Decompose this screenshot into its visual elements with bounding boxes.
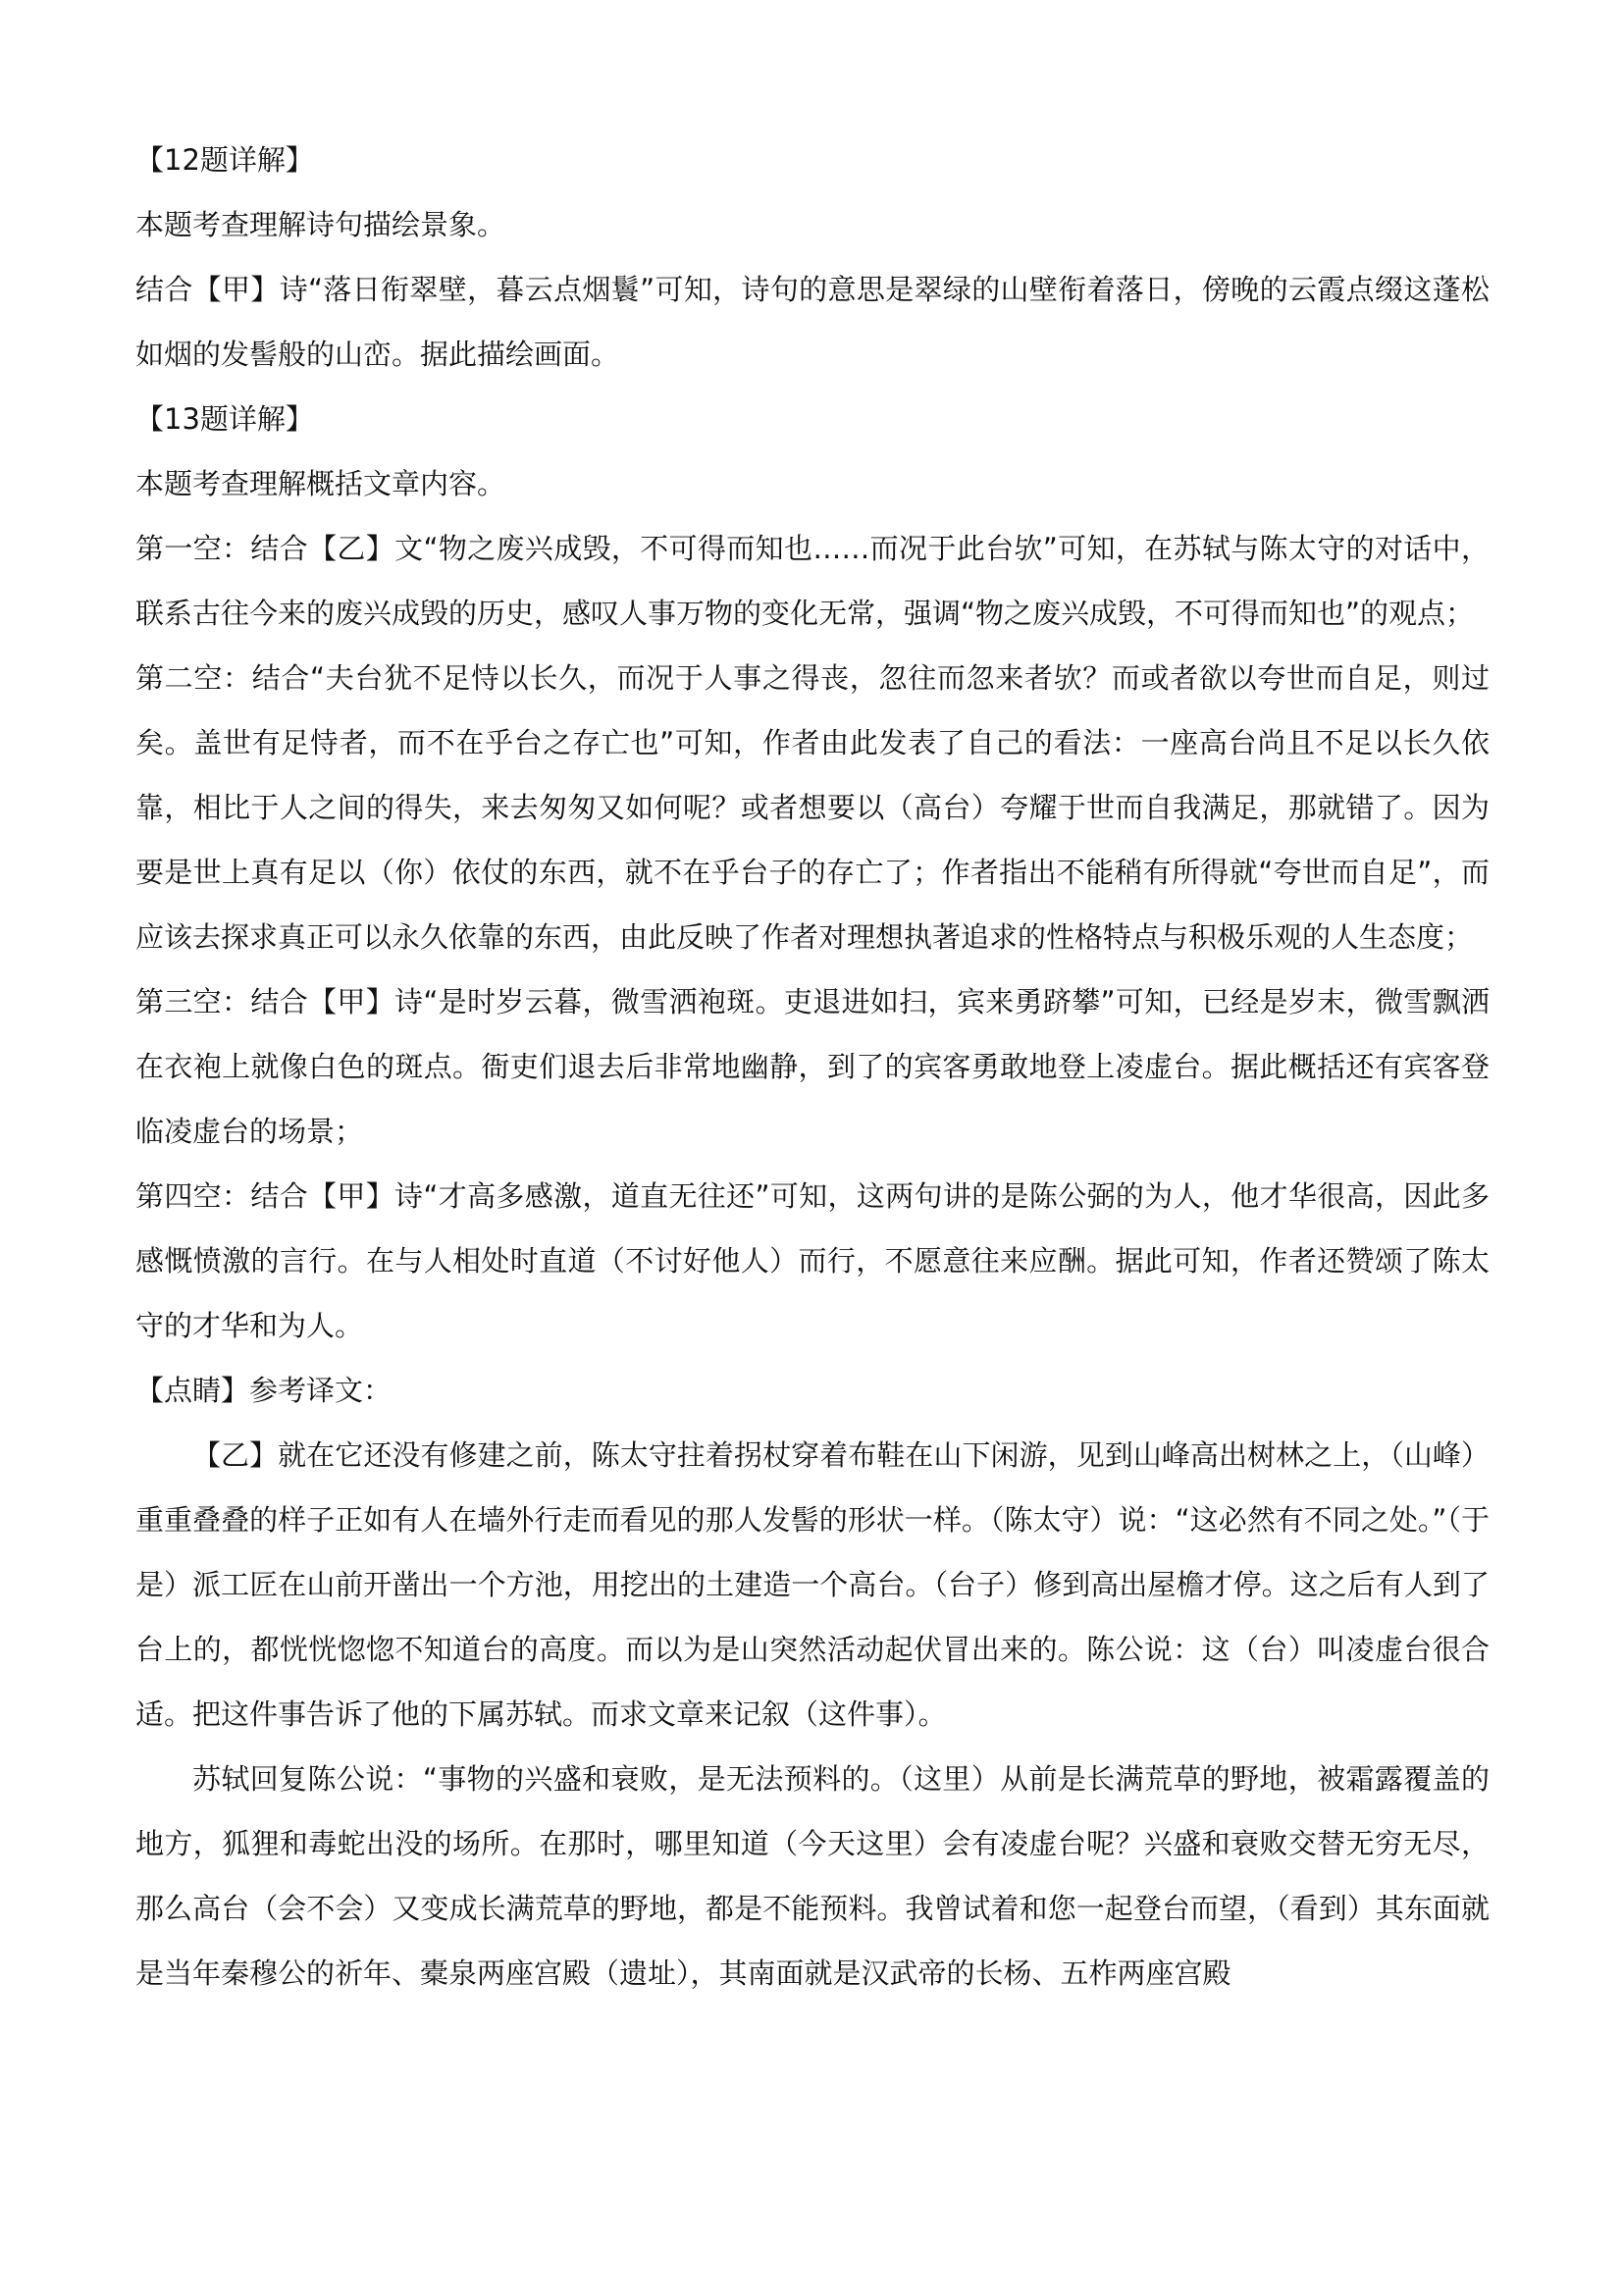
q13-heading: 【13题详解】 [135,402,314,436]
q13-intro: 本题考查理解概括文章内容。 [135,467,506,500]
tip-heading: 【点睛】参考译文： [135,1374,393,1407]
q13-blank-4: 第四空：结合【甲】诗“才高多感激，道直无往还”可知，这两句讲的是陈公弼的为人，他才华很高，因此多感慨愤激的言行。在与人相处时直道（不讨好他人）而行，不愿意往来应酬。据此可知，作者还赞颂了陈太守的才华和为人。 [135,1179,1490,1342]
q13-blank-3: 第三空：结合【甲】诗“是时岁云暮，微雪洒袍斑。吏退进如扫，宾来勇跻攀”可知，已经是岁末，微雪飘洒在衣袍上就像白色的斑点。衙吏们退去后非常地幽静，到了的宾客勇敢地登上凌虚台。据此概括还有宾客登临凌虚台的场景； [135,985,1490,1148]
q12-body: 结合【甲】诗“落日衔翠壁，暮云点烟鬟”可知，诗句的意思是翠绿的山壁衔着落日，傍晚的云霞点缀这蓬松如烟的发髻般的山峦。据此描绘画面。 [135,273,1490,371]
translation-paragraph-1: 【乙】就在它还没有修建之前，陈太守拄着拐杖穿着布鞋在山下闲游，见到山峰高出树林之上，（山峰）重重叠叠的样子正如有人在墙外行走而看见的那人发髻的形状一样。（陈太守）说：“这必然有不同之处。”（于是）派工匠在山前开凿出一个方池，用挖出的土建造一个高台。（台子）修到高出屋檐才停。这之后有人到了台上的，都恍恍惚惚不知道台的高度。而以为是山突然活动起伏冒出来的。陈公说：这（台）叫凌虚台很合适。把这件事告诉了他的下属苏轼。而求文章来记叙（这件事）。 [135,1438,1490,1731]
q13-blank-1: 第一空：结合【乙】文“物之废兴成毁，不可得而知也……而况于此台欤”可知，在苏轼与陈太守的对话中，联系古往今来的废兴成毁的历史，感叹人事万物的变化无常，强调“物之废兴成毁，不可得而知也”的观点； [135,532,1490,630]
q12-heading: 【12题详解】 [135,143,314,177]
translation-paragraph-2: 苏轼回复陈公说：“事物的兴盛和衰败，是无法预料的。（这里）从前是长满荒草的野地，被霜露覆盖的地方，狐狸和毒蛇出没的场所。在那时，哪里知道（今天这里）会有凌虚台呢？兴盛和衰败交替无穷无尽，那么高台（会不会）又变成长满荒草的野地，都是不能预料。我曾试着和您一起登台而望，（看到）其东面就是当年秦穆公的祈年、橐泉两座宫殿（遗址），其南面就是汉武帝的长杨、五柞两座宫殿 [135,1762,1490,1990]
q13-blank-2: 第二空：结合“夫台犹不足恃以长久，而况于人事之得丧，忽往而忽来者欤？而或者欲以夸世而自足，则过矣。盖世有足恃者，而不在乎台之存亡也”可知，作者由此发表了自己的看法：一座高台尚且不足以长久依靠，相比于人之间的得失，来去匆匆又如何呢？或者想要以（高台）夸耀于世而自我满足，那就错了。因为要是世上真有足以（你）依仗的东西，就不在乎台子的存亡了；作者指出不能稍有所得就“夸世而自足”，而应该去探求真正可以永久依靠的东西，由此反映了作者对理想执著追求的性格特点与积极乐观的人生态度； [135,661,1490,954]
document-page [135,128,1490,2006]
q12-intro: 本题考查理解诗句描绘景象。 [135,208,506,241]
